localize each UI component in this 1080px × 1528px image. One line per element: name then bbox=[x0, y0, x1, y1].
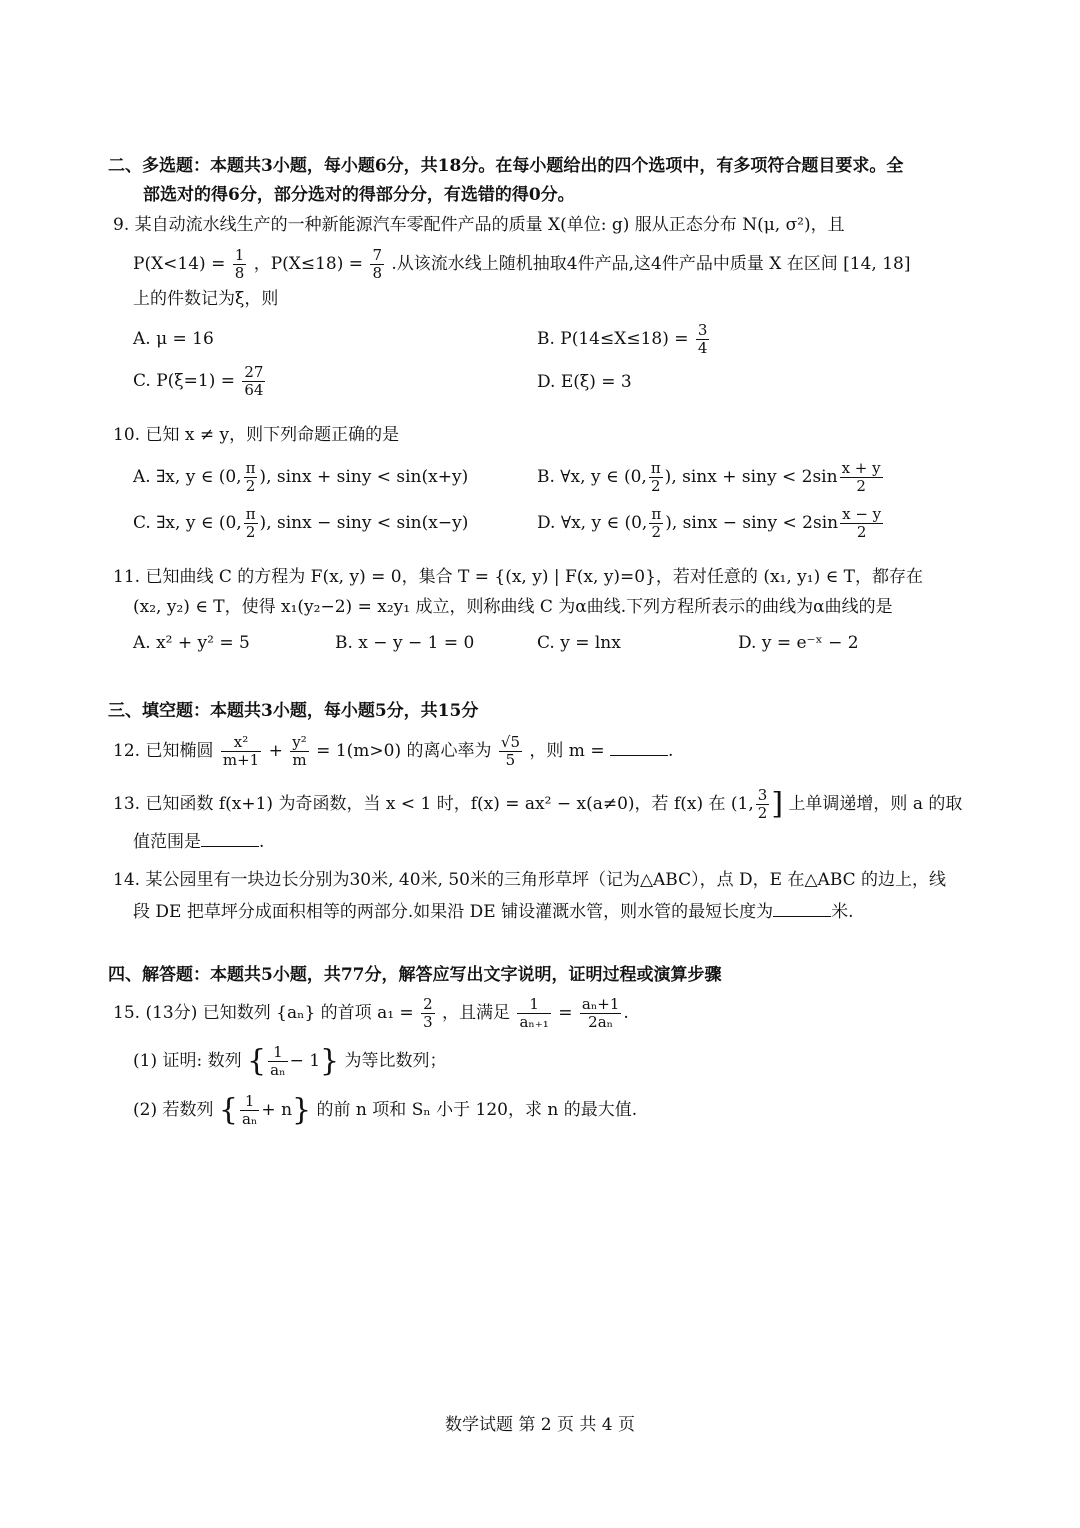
q11-option-a: A. x² + y² = 5 bbox=[133, 633, 250, 653]
q10-option-a: A. ∃x, y ∈ (0, $\frac{\pi}{2}$ ), sinx + siny < sin(x+y) bbox=[133, 459, 469, 495]
q11-option-b: B. x − y − 1 = 0 bbox=[335, 633, 475, 653]
q14-line2: 段 DE 把草坪分成面积相等的两部分.如果沿 DE 铺设灌溉水管，则水管的最短长度为 米. bbox=[133, 902, 854, 922]
section2-heading-cont: 部选对的得6分，部分选对的得部分分，有选错的得0分。 bbox=[143, 185, 575, 205]
q9-line2c: .从该流水线上随机抽取4件产品,这4件产品中质量 X 在区间 [14, 18] bbox=[391, 254, 911, 274]
section3-heading: 三、填空题：本题共3小题，每小题5分，共15分 bbox=[108, 701, 479, 721]
q9-option-a: A. μ = 16 bbox=[133, 329, 214, 349]
q9-line2a: P(X<14) = bbox=[133, 254, 226, 274]
q10-option-c: C. ∃x, y ∈ (0, $\frac{\pi}{2}$ ), sinx − siny < sin(x−y) bbox=[133, 505, 469, 541]
q9-frac1: $\frac{1}{8}$ bbox=[234, 246, 245, 282]
q11-line1: 11. 已知曲线 C 的方程为 F(x, y) = 0，集合 T = {(x, y) | F(x, y)=0}，若对任意的 (x₁, y₁) ∈ T，都存在 bbox=[113, 567, 923, 587]
q13-line2: 值范围是 . bbox=[133, 832, 265, 852]
q10-option-b: B. ∀x, y ∈ (0, $\frac{\pi}{2}$ ), sinx + siny < 2sin $\frac{x + y}{2}$ bbox=[537, 459, 881, 495]
q10-option-d: D. ∀x, y ∈ (0, $\frac{\pi}{2}$ ), sinx − siny < 2sin $\frac{x - y}{2}$ bbox=[537, 505, 882, 541]
q13-line1: 13. 已知函数 f(x+1) 为奇函数，当 x < 1 时，f(x) = ax² − x(a≠0)，若 f(x) 在 (1, $\frac{3}{2}$ ] 上单调递增，则 a 的取 bbox=[113, 786, 963, 822]
q15-stem: 15. (13分) 已知数列 {aₙ} 的首项 a₁ = $\frac{2}{3}$ ，且满足 $\frac{1}{\text{aₙ₊₁}}$ = $\frac{\text{aₙ+1}}{\text{2aₙ}}$ . bbox=[113, 995, 629, 1031]
q12-answer-blank bbox=[610, 741, 668, 756]
q10-stem: 10. 已知 x ≠ y，则下列命题正确的是 bbox=[113, 425, 400, 445]
q9-option-c: C. P(ξ=1) = $\frac{27}{64}$ bbox=[133, 363, 264, 399]
page-footer: 数学试题 第 2 页 共 4 页 bbox=[444, 1415, 636, 1435]
section4-heading: 四、解答题：本题共5小题，共77分，解答应写出文字说明，证明过程或演算步骤 bbox=[108, 965, 722, 985]
q9-line3: 上的件数记为ξ，则 bbox=[133, 289, 279, 309]
section2-heading: 二、多选题：本题共3小题，每小题6分，共18分。在每小题给出的四个选项中，有多项符合题目要求。全 bbox=[108, 156, 904, 176]
q9-frac2: $\frac{7}{8}$ bbox=[372, 246, 382, 282]
q11-option-d: D. y = e⁻ˣ − 2 bbox=[738, 633, 859, 653]
q9-option-d: D. E(ξ) = 3 bbox=[537, 372, 632, 392]
q11-option-c: C. y = lnx bbox=[537, 633, 621, 653]
q9-option-b: B. P(14≤X≤18) = $\frac{3}{4}$ bbox=[537, 321, 708, 357]
q9-line2 bbox=[133, 247, 911, 282]
q13-answer-blank bbox=[201, 832, 259, 847]
q9-line2b: ，P(X≤18) = bbox=[253, 254, 364, 274]
q14-answer-blank bbox=[773, 902, 831, 917]
q11-line2: (x₂, y₂) ∈ T，使得 x₁(y₂−2) = x₂y₁ 成立，则称曲线 C 为α曲线.下列方程所表示的曲线为α曲线的是 bbox=[133, 597, 893, 617]
q15-part2: (2) 若数列 { $\frac{1}{\text{aₙ}}$ + n} 的前 n 项和 Sₙ 小于 120，求 n 的最大值. bbox=[133, 1092, 638, 1128]
q14-line1: 14. 某公园里有一块边长分别为30米, 40米, 50米的三角形草坪（记为△ABC），点 D，E 在△ABC 的边上，线 bbox=[113, 870, 947, 890]
q15-part1: (1) 证明: 数列 { $\frac{1}{\text{aₙ}}$ − 1} 为等比数列； bbox=[133, 1043, 447, 1079]
q9-line1: 9. 某自动流水线生产的一种新能源汽车零配件产品的质量 X(单位: g) 服从正态分布 N(μ, σ²)，且 bbox=[113, 215, 845, 235]
q12: 12. 已知椭圆 $\frac{\text{x²}}{m+1}$ + $\frac{\text{y²}}{m}$ = 1(m>0) 的离心率为 $\frac{√5}{5}$ ，则 m = . bbox=[113, 733, 674, 769]
